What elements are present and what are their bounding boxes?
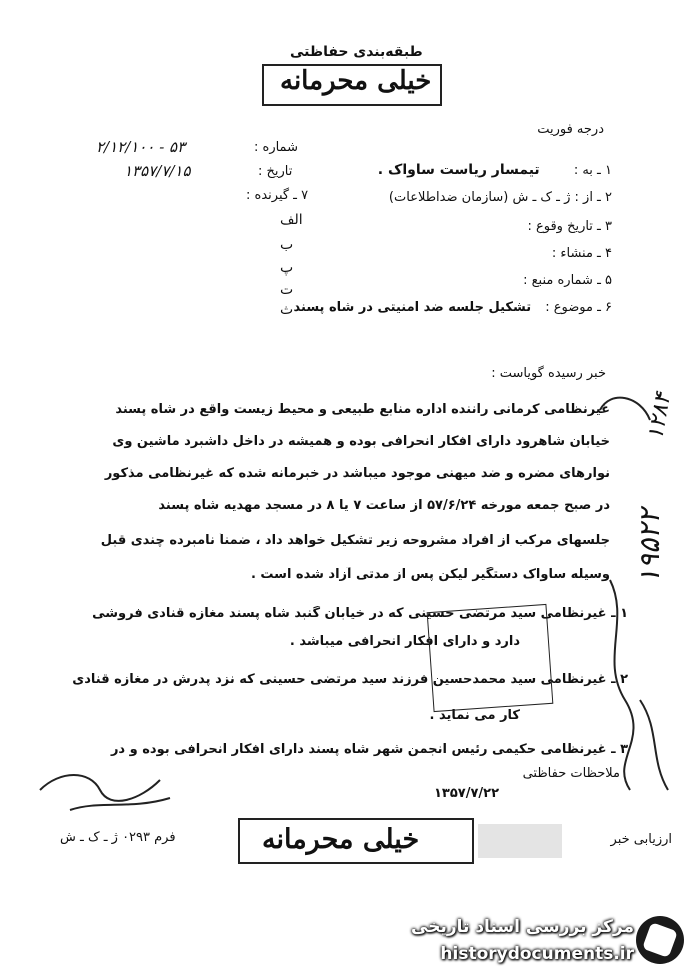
classification-stamp: خیلی محرمانه xyxy=(280,66,432,96)
archive-title: مرکز بررسی اسناد تاریخی xyxy=(411,917,634,937)
body-line: جلسهای مرکب از افراد مشروحه زیر تشکیل خواهد داد ، ضمناً نامبرده چندی قبل xyxy=(100,533,610,548)
list-item-continued: کار می نماید . xyxy=(429,708,520,723)
margin-number: ۱۲۸۴ xyxy=(643,391,677,442)
field-to: ۱ ـ به : تیمسار ریاست ساواک . xyxy=(377,162,612,178)
body-line: وسیله ساواک دستگیر لیکن پس از مدتی آزاد شده است . xyxy=(250,567,610,582)
number-value: ۲/۱۲/۱۰۰ - ۵۳ xyxy=(96,138,186,156)
list-item: ۱ ـ غیرنظامی سید مرتضی حسینی که در خیابان گنبد شاه پسند مغازه قنادی فروشی xyxy=(92,606,628,621)
recipient-letter: ب xyxy=(280,237,294,253)
field-subject: ۶ ـ موضوع : تشکیل جلسه ضد امنیتی در شاه پسند xyxy=(293,300,612,315)
mid-number: ۱۳۵۷/۷/۲۲ xyxy=(434,786,500,801)
recipient-letter: الف xyxy=(280,212,303,228)
date-value: ۱۳۵۷/۷/۱۵ xyxy=(124,162,191,180)
body-line: نوارهای مضره و ضد میهنی موجود میباشد در خبرمانه شده که غیرنظامی مذکور xyxy=(104,466,610,481)
body-line: در صبح جمعه مورخه ۵۷/۶/۲۴ از ساعت ۷ یا ۸ در مسجد مهدیه شاه پسند xyxy=(158,498,610,513)
list-item: ۲ ـ غیرنظامی سید محمدحسین فرزند سید مرتضی حسینی که نزد پدرش در مغازه قنادی xyxy=(72,672,628,687)
classification-label: طبقه‌بندی حفاظتی xyxy=(290,44,423,60)
field-from: ۲ ـ از : ژ ـ ک ـ ش (سازمان ضداطلاعات) xyxy=(388,190,612,205)
field-origin: ۴ ـ منشاء : xyxy=(551,246,612,261)
side-note: ۱۹۵۲۲ xyxy=(633,508,667,585)
bottom-stamp: خیلی محرمانه xyxy=(262,824,420,855)
date-label: تاریخ : xyxy=(258,164,293,179)
recipient-label: ۷ ـ گیرنده : xyxy=(246,188,309,203)
archive-logo-icon xyxy=(636,916,684,964)
body-line: خیابان شاهرود دارای افکار انحرافی بوده و همیشه در داخل داشبرد ماشین وی xyxy=(112,434,610,449)
number-label: شماره : xyxy=(254,140,298,155)
remarks-label: ملاحظات حفاظتی xyxy=(522,766,620,781)
body-line: غیرنظامی کرمانی راننده اداره منابع طبیعی و محیط زیست واقع در شاه پسند xyxy=(115,402,610,417)
field-source-number: ۵ ـ شماره منبع : xyxy=(523,273,612,288)
form-number: فرم ۰۲۹۳ ژ ـ ک ـ ش xyxy=(60,830,176,845)
recipient-letter: ت xyxy=(280,282,294,298)
evaluation-label: ارزیابی خبر xyxy=(610,832,672,847)
archive-url: historydocuments.ir xyxy=(440,944,634,964)
list-item: ۳ ـ غیرنظامی حکیمی رئیس انجمن شهر شاه پسند دارای افکار انحرافی بوده و در xyxy=(110,742,628,757)
field-event-date: ۳ ـ تاریخ وقوع : xyxy=(527,219,612,234)
recipient-letter: ث xyxy=(280,302,294,318)
list-item-continued: دارد و دارای افکار انحرافی میباشد . xyxy=(289,634,520,649)
priority-label: درجه فوریت xyxy=(537,122,604,137)
recipient-letter: پ xyxy=(280,260,294,276)
body-intro: خبر رسیده گویاست : xyxy=(491,366,606,381)
